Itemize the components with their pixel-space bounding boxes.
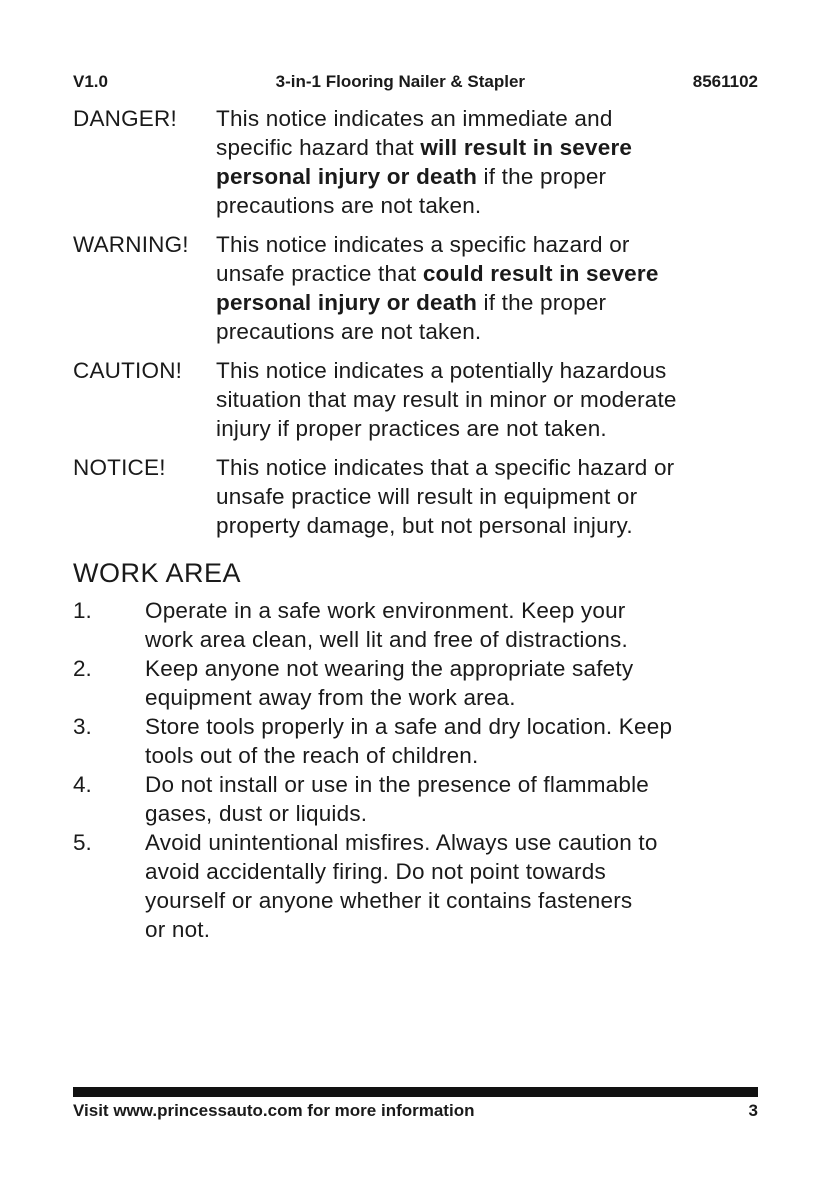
safety-notices bbox=[73, 104, 773, 550]
line-text: injury if proper practices are not taken. bbox=[216, 416, 607, 441]
list-item-line: equipment away from the work area. bbox=[145, 685, 516, 710]
list-item-text bbox=[145, 712, 672, 770]
list-item-number: 5. bbox=[73, 830, 92, 855]
notice-line bbox=[216, 104, 632, 133]
list-item-line: Operate in a safe work environment. Keep your bbox=[145, 598, 626, 623]
list-item bbox=[73, 770, 773, 828]
emphasis-text: personal injury or death bbox=[216, 164, 478, 189]
list-item bbox=[73, 712, 773, 770]
notice-line bbox=[216, 511, 674, 540]
list-item-text bbox=[145, 828, 658, 944]
part-number: 8561102 bbox=[692, 72, 758, 91]
line-text: precautions are not taken. bbox=[216, 193, 482, 218]
list-item-line: gases, dust or liquids. bbox=[145, 801, 368, 826]
emphasis-text: personal injury or death bbox=[216, 290, 478, 315]
list-item-text bbox=[145, 654, 633, 712]
list-item-text bbox=[145, 596, 628, 654]
notice-text bbox=[216, 230, 659, 346]
notice-text bbox=[216, 356, 677, 443]
notice-text bbox=[216, 104, 632, 220]
line-text: precautions are not taken. bbox=[216, 319, 482, 344]
list-item-line: Store tools properly in a safe and dry location. Keep bbox=[145, 714, 673, 739]
footer-divider bbox=[73, 1087, 758, 1097]
document-title: 3-in-1 Flooring Nailer & Stapler bbox=[275, 72, 526, 91]
emphasis-text: could result in severe bbox=[422, 261, 659, 286]
list-item-number: 3. bbox=[73, 714, 92, 739]
list-item-line: or not. bbox=[145, 917, 211, 942]
line-text: unsafe practice that bbox=[216, 261, 423, 286]
work-area-list bbox=[73, 596, 773, 944]
list-item-line: work area clean, well lit and free of distractions. bbox=[145, 627, 628, 652]
footer-website-text: Visit www.princessauto.com for more information bbox=[73, 1101, 475, 1120]
list-item bbox=[73, 654, 773, 712]
line-text: unsafe practice will result in equipment or bbox=[216, 484, 638, 509]
list-item bbox=[73, 828, 773, 944]
list-item-number: 4. bbox=[73, 772, 92, 797]
line-text: specific hazard that bbox=[216, 135, 421, 160]
notice-line bbox=[216, 385, 677, 414]
list-item-line: yourself or anyone whether it contains fasteners bbox=[145, 888, 633, 913]
emphasis-text: will result in severe bbox=[420, 135, 633, 160]
work-area-heading: WORK AREA bbox=[73, 558, 242, 588]
notice-danger bbox=[73, 104, 773, 220]
notice-notice bbox=[73, 453, 773, 540]
page-footer bbox=[73, 1098, 758, 1124]
notice-label: NOTICE! bbox=[73, 455, 166, 480]
list-item-line: avoid accidentally firing. Do not point towards bbox=[145, 859, 606, 884]
line-text: This notice indicates that a specific hazard or bbox=[216, 455, 675, 480]
page-header bbox=[73, 70, 758, 94]
list-item-line: Avoid unintentional misfires. Always use caution to bbox=[145, 830, 658, 855]
notice-text bbox=[216, 453, 674, 540]
list-item-line: tools out of the reach of children. bbox=[145, 743, 479, 768]
page-number: 3 bbox=[748, 1101, 758, 1120]
notice-label: DANGER! bbox=[73, 106, 177, 131]
notice-caution bbox=[73, 356, 773, 443]
version-label: V1.0 bbox=[73, 72, 108, 91]
list-item-number: 2. bbox=[73, 656, 92, 681]
line-text: if the proper bbox=[477, 164, 607, 189]
list-item-number: 1. bbox=[73, 598, 92, 623]
list-item-line: Keep anyone not wearing the appropriate safety bbox=[145, 656, 634, 681]
list-item-text bbox=[145, 770, 649, 828]
notice-line bbox=[216, 162, 632, 191]
notice-label: WARNING! bbox=[73, 232, 189, 257]
list-item bbox=[73, 596, 773, 654]
notice-warning bbox=[73, 230, 773, 346]
notice-line bbox=[216, 356, 677, 385]
line-text: This notice indicates a specific hazard or bbox=[216, 232, 630, 257]
notice-label: CAUTION! bbox=[73, 358, 183, 383]
notice-line bbox=[216, 482, 674, 511]
notice-line bbox=[216, 317, 659, 346]
notice-line bbox=[216, 191, 632, 220]
line-text: if the proper bbox=[477, 290, 607, 315]
notice-line bbox=[216, 230, 659, 259]
line-text: property damage, but not personal injury. bbox=[216, 513, 633, 538]
list-item-line: Do not install or use in the presence of flammable bbox=[145, 772, 650, 797]
notice-line bbox=[216, 133, 632, 162]
notice-line bbox=[216, 414, 677, 443]
line-text: This notice indicates an immediate and bbox=[216, 106, 613, 131]
notice-line bbox=[216, 453, 674, 482]
notice-line bbox=[216, 288, 659, 317]
notice-line bbox=[216, 259, 659, 288]
line-text: situation that may result in minor or moderate bbox=[216, 387, 677, 412]
line-text: This notice indicates a potentially hazardous bbox=[216, 358, 667, 383]
